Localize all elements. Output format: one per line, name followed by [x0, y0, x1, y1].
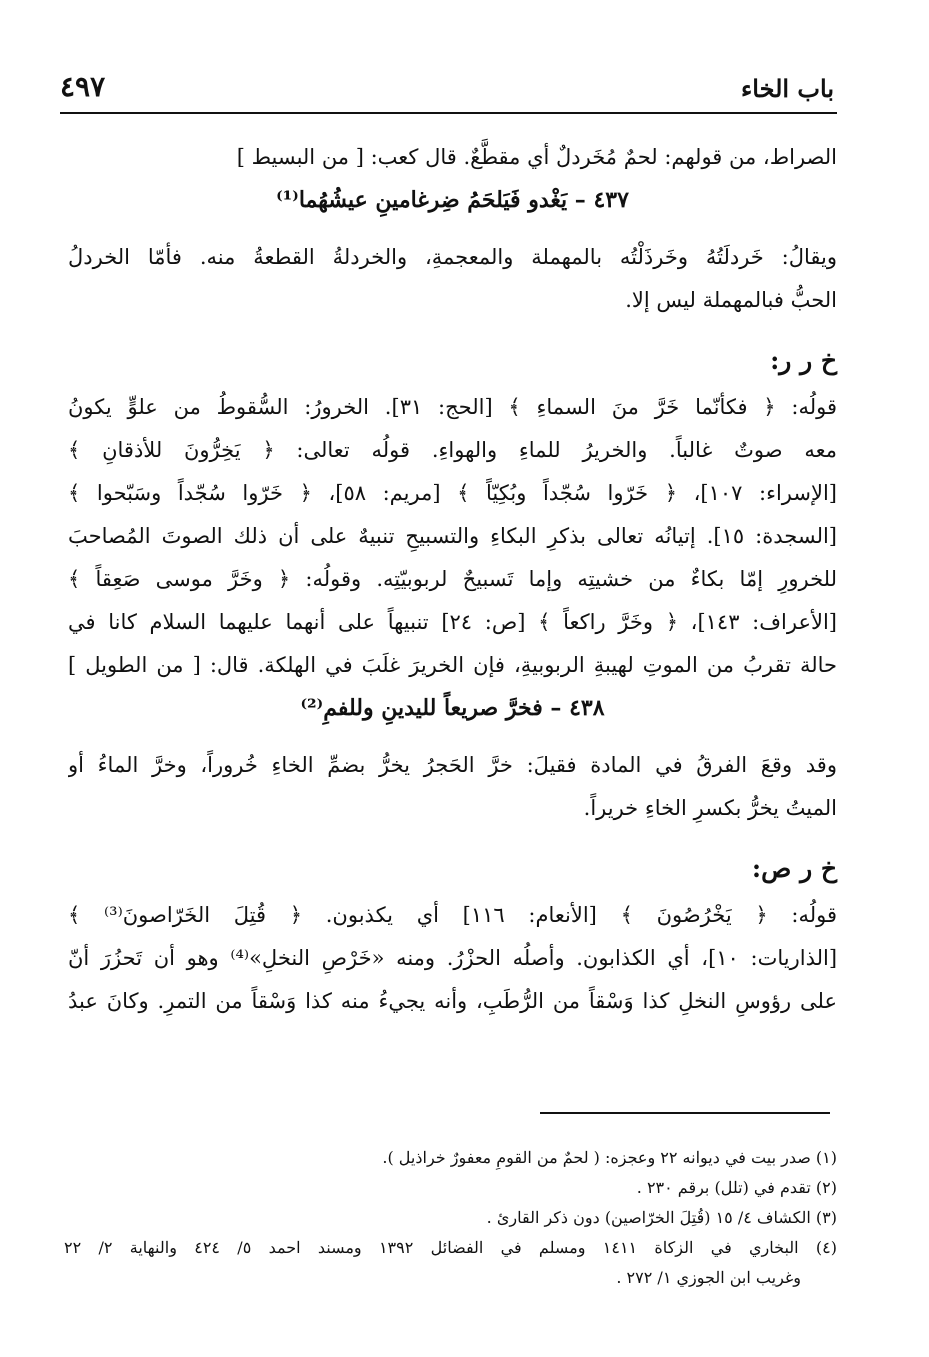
text-line: الميتُ يخرُّ بكسرِ الخاءِ خريراً.	[583, 796, 837, 820]
footnote: (٤) البخاري في الزكاة ١٤١١ ومسلم في الفضائل ١٣٩٢ ومسند احمد ٥/ ٤٢٤ والنهاية ٢/ ٢٢	[64, 1238, 837, 1257]
text-line: على رؤوسِ النخلِ كذا وَسْقاً من الرُّطَبِ، وأنه يجيءُ منه كذا وَسْقاً من التمرِ. وكانَ عبدُ	[68, 989, 837, 1013]
spacer	[68, 222, 837, 236]
verse-438: ٤٣٨ – فخرَّ صريعاً لليدينِ وللفمِ⁽²⁾	[300, 695, 605, 721]
text-line: [الأعراف: ١٤٣]، ﴿ وخَرَّ راكعاً ﴾ [ص: ٢٤] تنبيهاً على أنهما عليهما السلام كانا في	[68, 610, 837, 634]
spacer	[68, 322, 837, 336]
text-line: الصراط، من قولهم: لحمٌ مُخَردلٌ أي مقطَّعٌ. قال كعب: [ من البسيط ]	[236, 145, 837, 169]
text-line: [الإسراء: ١٠٧]، ﴿ خَرّوا سُجّداً وبُكِيّاً ﴾ [مريم: ٥٨]، ﴿ خَرّوا سُجّداً وسَبّحوا ﴾	[68, 481, 837, 505]
text-line: للخرورِ إمّا بكاءٌ من خشيتِه وإما تَسبيحٌ لربوبيّتِه. وقولُه: ﴿ وخَرَّ موسى صَعِقاً ﴾	[68, 567, 837, 591]
spacer	[68, 830, 837, 844]
text-line: قولُه: ﴿ يَخْرُصُونَ ﴾ [الأنعام: ١١٦] أي يكذبون. ﴿ قُتِلَ الخَرّاصونَ⁽³⁾ ﴾	[68, 903, 837, 927]
footnote-continuation: وغريب ابن الجوزي ١/ ٢٧٢ .	[616, 1268, 801, 1287]
footnote: (٢) تقدم في (تلل) برقم ٢٣٠ .	[636, 1178, 837, 1197]
footnote-rule	[540, 1112, 830, 1114]
verse-437: ٤٣٧ – يَغْدو فَيَلحَمُ ضِرغامينِ عيشُهُما⁽¹⁾	[276, 187, 629, 213]
text-line: قولُه: ﴿ فكأنّما خَرَّ منَ السماءِ ﴾ [الحج: ٣١]. الخرورُ: السُّقوطُ من علوٍّ يكونُ	[68, 395, 837, 419]
text-line: وقد وقعَ الفرقُ في المادة فقيلَ: خرَّ الحَجرُ يخرُّ بضمِّ الخاءِ خُروراً، وخرَّ الماءُ أو	[68, 753, 837, 777]
spacer	[68, 730, 837, 744]
text-line: حالة تقربُ من الموتِ لهيبةِ الربوبيةِ، فإن الخريرَ غلَبَ في الهلكة. قال: [ من الطويل ]	[68, 653, 837, 677]
chapter-title: باب الخاء	[740, 74, 834, 103]
section-heading: خ ر ر:	[770, 346, 837, 375]
page-number: ٤٩٧	[60, 70, 106, 103]
text-line: الحبُّ فبالمهملة ليس إلا.	[625, 288, 837, 312]
page-header	[60, 64, 834, 108]
footnote: (٣) الكشاف ٤/ ١٥ (قُتِلَ الخرّاصين) دون ذكر القارئ .	[486, 1208, 837, 1227]
text-line: ويقالُ: خَردلَتُهُ وخَرذَلْتُه بالمهملة والمعجمةِ، والخردلةُ القطعةُ منه. فأمّا الخردلُ	[68, 245, 837, 269]
text-line: [الذاريات: ١٠]، أي الكذابون. وأصلُه الحزْرُ. ومنه «خَرْصِ النخلِ»⁽⁴⁾ وهو أن تَحزُرَ أنّ	[68, 946, 837, 970]
section-heading: خ ر ص:	[751, 854, 837, 883]
footnotes	[64, 1143, 837, 1293]
header-rule	[60, 112, 837, 114]
text-line: [السجدة: ١٥]. إتيانُه تعالى بذكرِ البكاءِ والتسبيحِ تنبيهٌ على أن ذلك الصوتَ المُصاحبَ	[68, 524, 837, 548]
text-line: معه صوتٌ غالباً. والخريرُ للماءِ والهواءِ. قولُه تعالى: ﴿ يَخِرُّونَ للأذقانِ ﴾	[68, 438, 837, 462]
footnote: (١) صدر بيت في ديوانه ٢٢ وعجزه: ( لحمٌ من القومِ معفورٌ خراذيل ).	[382, 1148, 837, 1167]
main-text	[68, 136, 837, 1023]
